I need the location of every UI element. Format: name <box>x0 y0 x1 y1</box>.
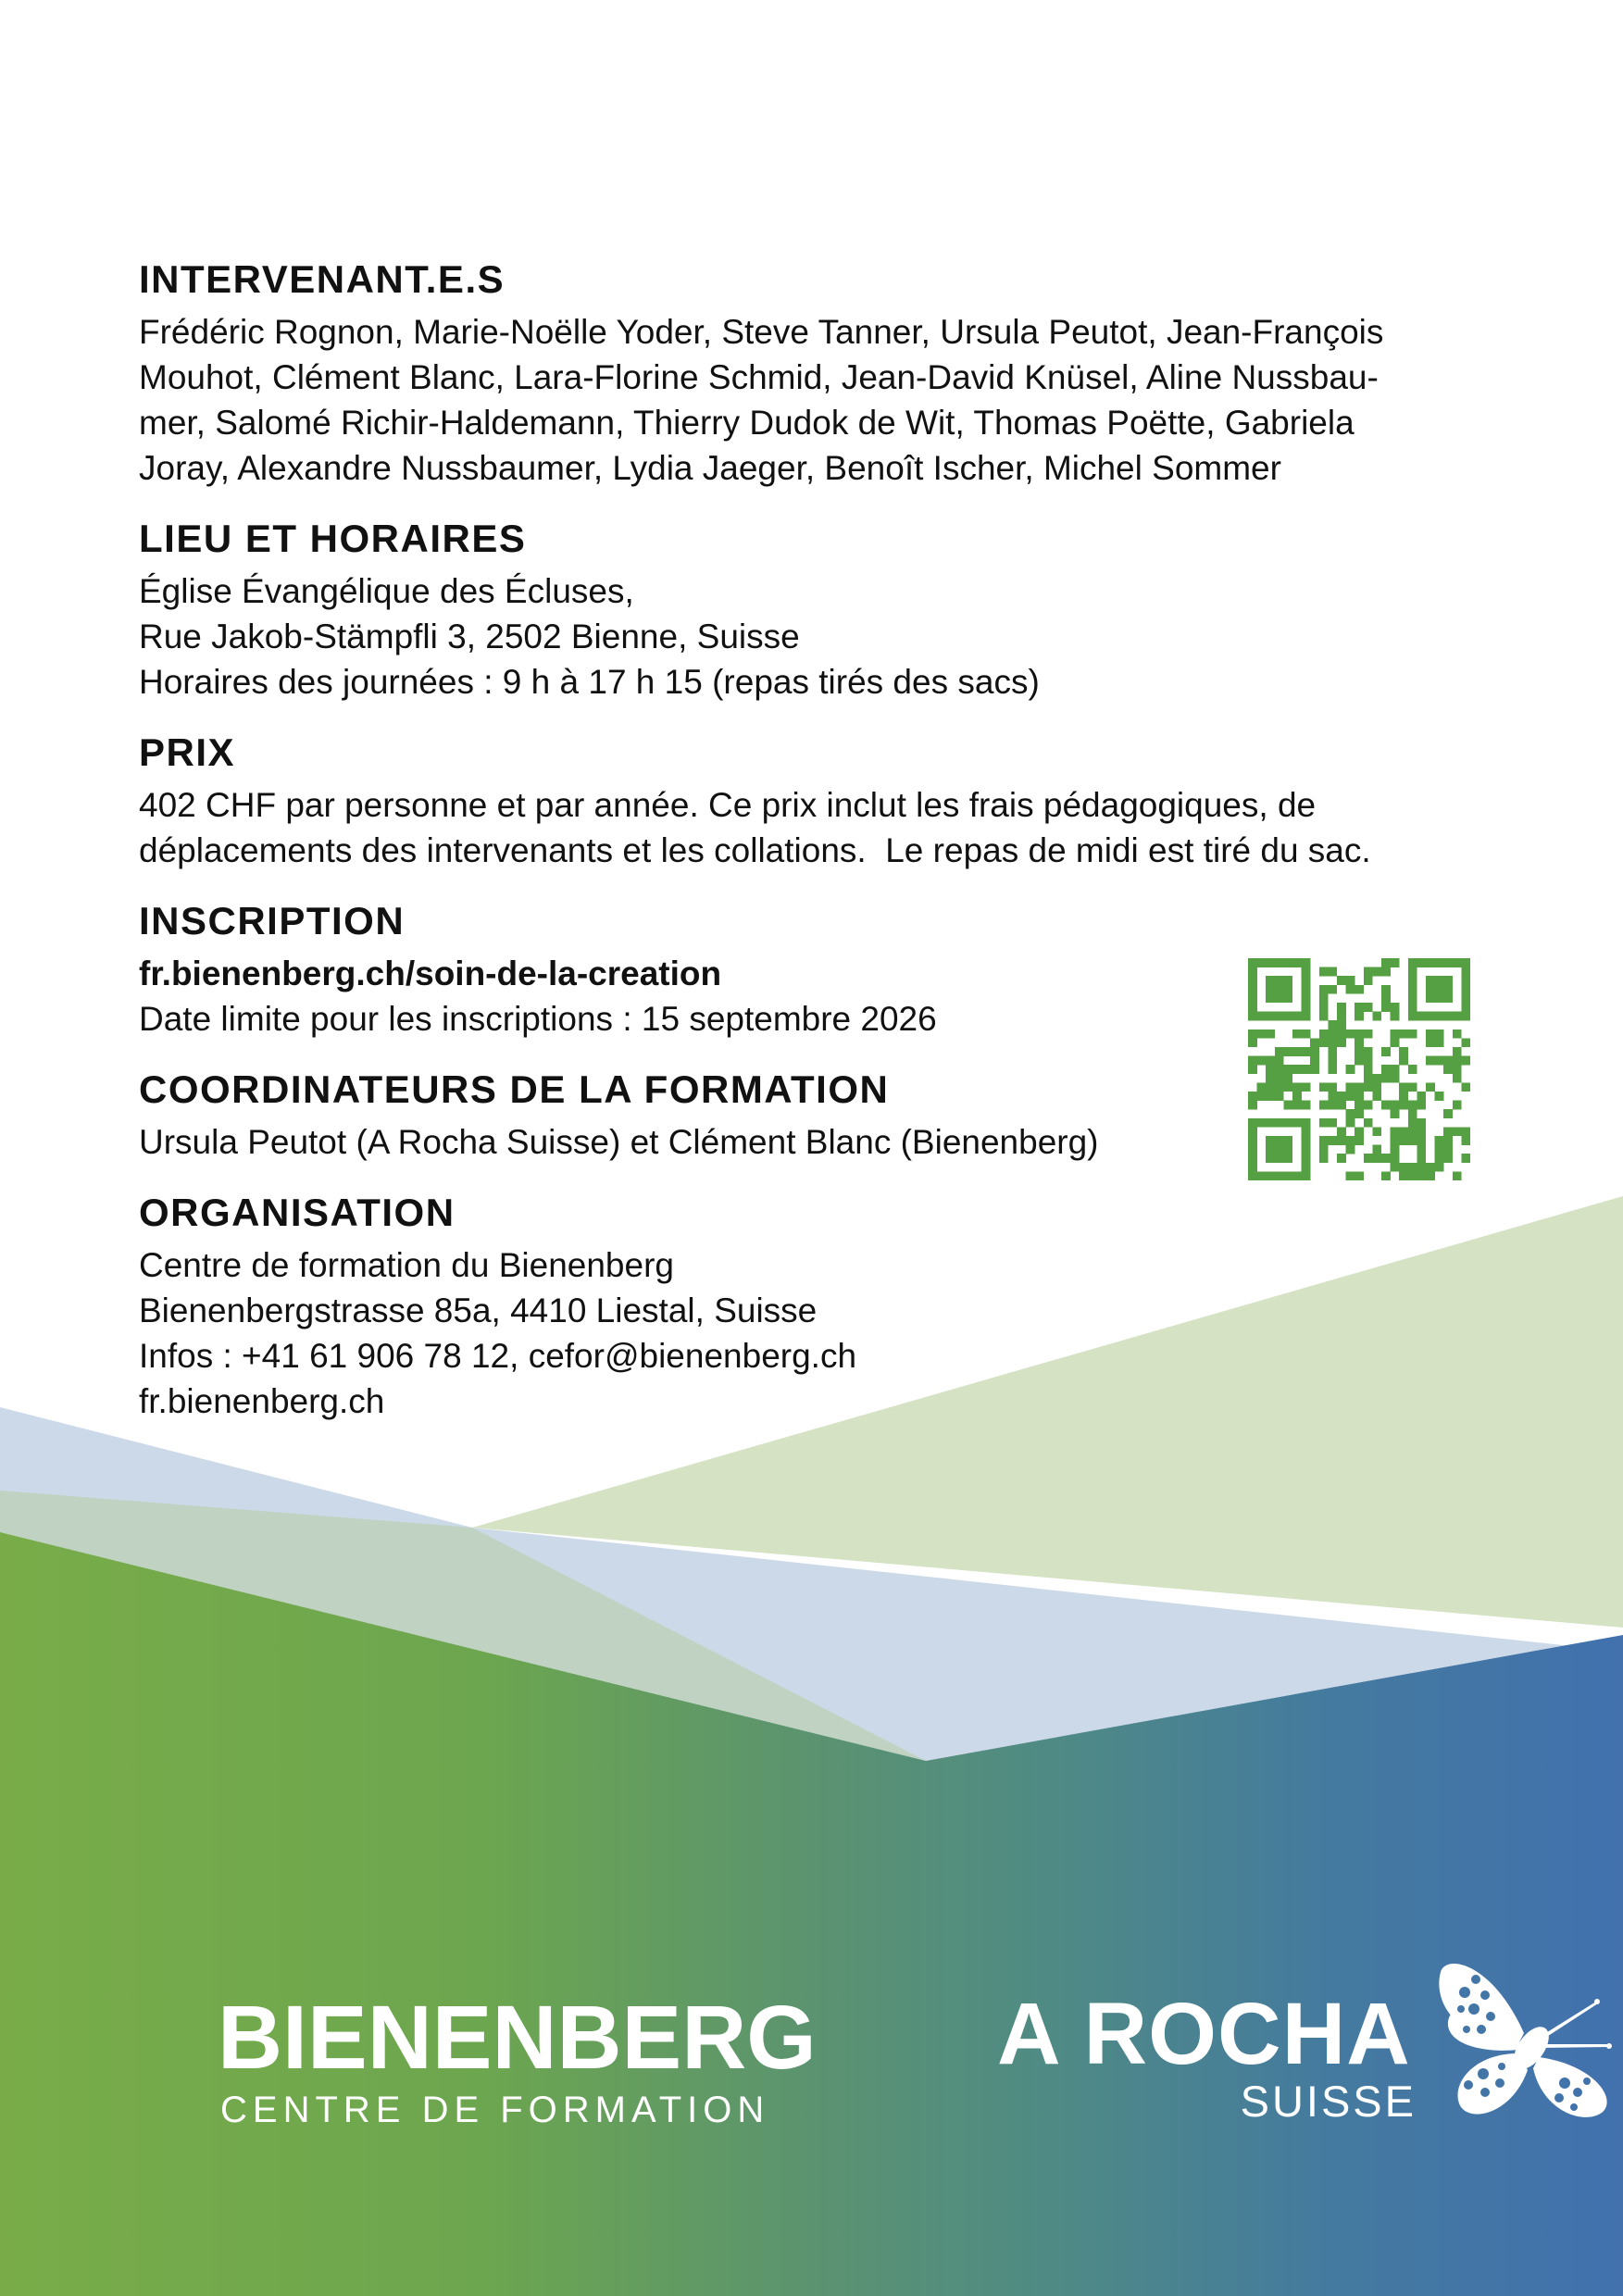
section-heading: INSCRIPTION <box>139 899 406 942</box>
arocha-logo: A ROCHA <box>997 1985 1411 2083</box>
qr-code <box>1248 958 1470 1180</box>
text-line: Date limite pour les inscriptions : 15 septembre 2026 <box>139 1000 937 1038</box>
section-prix <box>139 732 1528 873</box>
text-line: Église Évangélique des Écluses, <box>139 572 634 610</box>
text-line: déplacements des intervenants et les collations. Le repas de midi est tiré du sac. <box>139 831 1371 869</box>
text-line: 402 CHF par personne et par année. Ce prix inclut les frais pédagogiques, de <box>139 786 1317 824</box>
text-line: Joray, Alexandre Nussbaumer, Lydia Jaeger, Benoît Ischer, Michel Sommer <box>139 449 1281 487</box>
text-line: Centre de formation du Bienenberg <box>139 1246 674 1284</box>
text-line: Horaires des journées : 9 h à 17 h 15 (repas tirés des sacs) <box>139 663 1040 701</box>
text-line: Frédéric Rognon, Marie-Noëlle Yoder, Steve Tanner, Ursula Peutot, Jean-François <box>139 313 1384 351</box>
text-line: Rue Jakob-Stämpfli 3, 2502 Bienne, Suisse <box>139 618 800 655</box>
text-line: fr.bienenberg.ch <box>139 1382 385 1420</box>
section-heading: INTERVENANT.E.S <box>139 257 506 301</box>
text-line: Ursula Peutot (A Rocha Suisse) et Clément Blanc (Bienenberg) <box>139 1123 1099 1161</box>
section-heading: COORDINATEURS DE LA FORMATION <box>139 1067 890 1111</box>
flyer-text-content <box>139 259 1528 1452</box>
section-intervenant-e-s <box>139 259 1528 491</box>
bienenberg-logo: BIENENBERG <box>218 1987 817 2088</box>
bienenberg-logo-subtitle: CENTRE DE FORMATION <box>220 2090 770 2130</box>
section-heading: PRIX <box>139 730 236 774</box>
section-organisation <box>139 1192 1528 1424</box>
text-line: mer, Salomé Richir-Haldemann, Thierry Dudok de Wit, Thomas Poëtte, Gabriela <box>139 404 1355 442</box>
section-heading: LIEU ET HORAIRES <box>139 517 527 560</box>
section-heading: ORGANISATION <box>139 1191 456 1234</box>
text-line: Infos : +41 61 906 78 12, cefor@bienenberg.ch <box>139 1337 857 1375</box>
text-line: Mouhot, Clément Blanc, Lara-Florine Schmid, Jean-David Knüsel, Aline Nussbau- <box>139 358 1379 396</box>
inscription-url[interactable]: fr.bienenberg.ch/soin-de-la-creation <box>139 955 722 992</box>
text-line: Bienenbergstrasse 85a, 4410 Liestal, Suisse <box>139 1292 818 1329</box>
section-lieu-et-horaires <box>139 518 1528 705</box>
arocha-logo-subtitle: SUISSE <box>1240 2077 1417 2126</box>
